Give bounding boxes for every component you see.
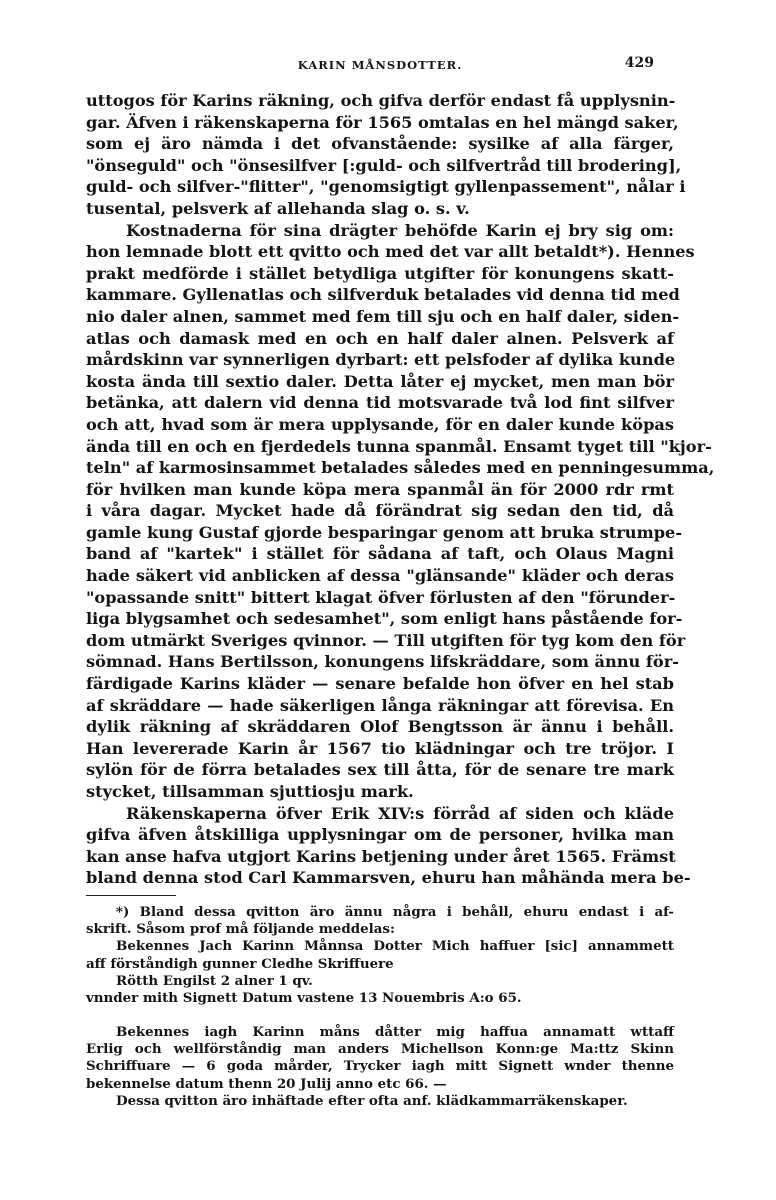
text-line: uttogos för Karins räkning, och gifva derför endast få upplysnin-: [86, 91, 676, 110]
footnote-line: bekennelse datum thenn 20 Julij anno etc 66. —: [86, 1075, 447, 1092]
footnote-gap: [86, 1007, 674, 1024]
text-line: Räkenskaperna öfver Erik XIV:s förråd af siden och kläde: [126, 803, 674, 823]
text-line: dom utmärkt Sveriges qvinnor. — Till utgiften för tyg kom den för: [86, 630, 686, 650]
text-line: sylön för de förra betalades sex till åtta, för de senare tre mark: [86, 760, 674, 780]
footnote-divider: [86, 895, 176, 896]
footnote-line: Schriffuare — 6 goda mårder, Trycker iagh mitt Signett wnder thenne: [86, 1058, 674, 1075]
text-line: dylik räkning af skräddaren Olof Bengtsson är ännu i behåll.: [86, 717, 674, 737]
text-line: "önseguld" och "önsesilfver [:guld- och silfvertråd till brodering],: [86, 155, 682, 175]
text-line: nio daler alnen, sammet med fem till sju och en half daler, siden-: [86, 306, 680, 326]
text-line: atlas och damask med en och en half daler alnen. Pelsverk af: [86, 328, 674, 348]
text-line: band af "kartek" i stället för sådana af taft, och Olaus Magni: [86, 544, 674, 564]
footnote-line: vnnder mith Signett Datum vastene 13 Nouembris A:o 65.: [86, 989, 522, 1006]
text-line: af skräddare — hade säkerligen långa räkningar att förevisa. En: [86, 695, 674, 715]
footnote-line: Bekennes iagh Karinn måns dåtter mig haffua annamatt wttaff: [116, 1024, 674, 1041]
text-line: i våra dagar. Mycket hade då förändrat sig sedan den tid, då: [86, 501, 674, 521]
book-page: [86, 55, 715, 1110]
text-line: sömnad. Hans Bertilsson, konungens lifskräddare, som ännu för-: [86, 652, 679, 672]
footnote-line: *) Bland dessa qvitton äro ännu några i behåll, ehuru endast i af-: [116, 903, 674, 920]
footnote-line: skrift. Såsom prof må följande meddelas:: [86, 921, 395, 938]
text-line: hade säkert vid anblicken af dessa "glänsande" kläder och deras: [86, 566, 674, 586]
footnote-line: Rötth Engilst 2 alner 1 qv.: [116, 972, 313, 989]
text-line: bland denna stod Carl Kammarsven, ehuru han måhända mera be-: [86, 868, 691, 888]
text-line: Han levererade Karin år 1567 tio klädningar och tre tröjor. I: [86, 738, 674, 758]
text-line: för hvilken man kunde köpa mera spanmål än för 2000 rdr rmt: [86, 479, 674, 499]
text-line: gifva äfven åtskilliga upplysningar om de personer, hvilka man: [86, 825, 674, 845]
text-line: teln" af karmosinsammet betalades således med en penningesumma,: [86, 458, 715, 478]
text-line: tusental, pelsverk af allehanda slag o. s. v.: [86, 198, 470, 218]
text-line: mårdskinn var synnerligen dyrbart: ett pelsfoder af dylika kunde: [86, 350, 676, 370]
text-line: guld- och silfver-"flitter", "genomsigtigt gyllenpassement", nålar i: [86, 177, 686, 197]
text-line: kan anse hafva utgjort Karins betjening under året 1565. Främst: [86, 846, 676, 866]
footnote-line: Dessa qvitton äro inhäftade efter ofta anf. klädkammarräkenskaper.: [116, 1092, 628, 1109]
text-line: "opassande snitt" bittert klagat öfver förlusten af den "förunder-: [86, 587, 676, 607]
text-line: ända till en och en fjerdedels tunna spanmål. Ensamt tyget till "kjor-: [86, 436, 712, 456]
running-title: KARIN MÅNSDOTTER.: [297, 58, 463, 72]
body-text: [86, 90, 715, 889]
text-line: gamle kung Gustaf gjorde besparingar genom att bruka strumpe-: [86, 522, 683, 542]
text-line: kosta ända till sextio daler. Detta låter ej mycket, men man bör: [86, 371, 674, 391]
text-line: och att, hvad som är mera upplysande, för en daler kunde köpas: [86, 414, 674, 434]
footnote-line: aff förståndigh gunner Cledhe Skriffuere: [86, 955, 394, 972]
page-number: 429: [624, 55, 654, 71]
footnote-line: Erlig och wellförståndig man anders Michellson Konn:ge Ma:ttz Skinn: [86, 1041, 674, 1058]
footnote-line: Bekennes Jach Karinn Månnsa Dotter Mich haffuer [sic] annammett: [116, 938, 674, 955]
text-line: hon lemnade blott ett qvitto och med det var allt betaldt*). Hennes: [86, 242, 695, 262]
text-line: betänka, att dalern vid denna tid motsvarade två lod fint silfver: [86, 393, 674, 413]
footnote: [86, 904, 674, 1110]
text-line: som ej äro nämda i det ofvanstående: sysilke af alla färger,: [86, 134, 674, 154]
text-line: prakt medförde i stället betydliga utgifter för konungens skatt-: [86, 263, 674, 283]
text-line: färdigade Karins kläder — senare befalde hon öfver en hel stab: [86, 674, 674, 694]
text-line: kammare. Gyllenatlas och silfverduk betalades vid denna tid med: [86, 285, 680, 305]
text-line: liga blygsamhet och sedesamhet", som enligt hans påstående for-: [86, 609, 683, 629]
text-line: gar. Äfven i räkenskaperna för 1565 omtalas en hel mängd saker,: [86, 112, 679, 132]
text-line: stycket, tillsamman sjuttiosju mark.: [86, 782, 414, 801]
text-line: Kostnaderna för sina drägter behöfde Karin ej bry sig om:: [126, 220, 674, 240]
page-header: [86, 55, 674, 82]
